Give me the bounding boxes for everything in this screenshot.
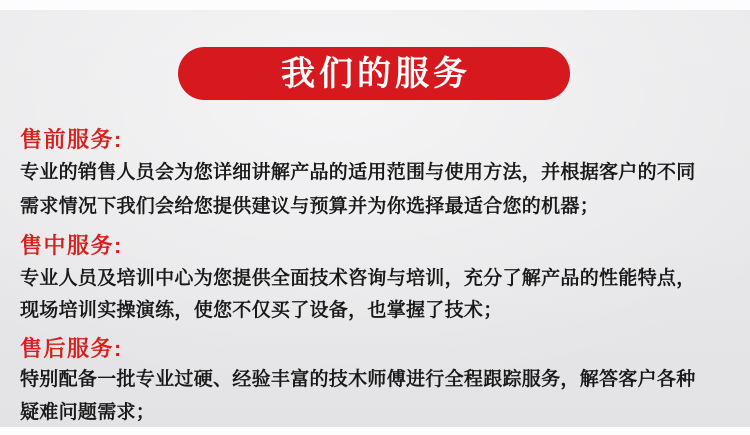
page-title: 我们的服务 <box>281 54 471 93</box>
presale-service-text-line: 需求情况下我们会给您提供建议与预算并为你选择最适合您的机器； <box>20 196 600 217</box>
midsale-service-text-line: 现场培训实操演练，使您不仅买了设备，也掌握了技术； <box>20 300 503 321</box>
aftersale-service-heading: 售后服务: <box>20 336 123 361</box>
midsale-service-heading: 售中服务: <box>20 233 123 258</box>
services-title-banner <box>178 47 570 100</box>
midsale-service-text-line: 专业人员及培训中心为您提供全面技术咨询与培训，充分了解产品的性能特点， <box>20 268 696 289</box>
presale-service-text-line: 专业的销售人员会为您详细讲解产品的适用范围与使用方法，并根据客户的不同 <box>20 162 696 183</box>
presale-service-heading: 售前服务: <box>20 127 123 152</box>
aftersale-service-text-line: 特别配备一批专业过硬、经验丰富的技木师傅进行全程跟踪服务，解答客户各种 <box>20 369 696 390</box>
content-panel <box>0 10 750 427</box>
aftersale-service-text-line: 疑难问题需求； <box>20 402 156 423</box>
